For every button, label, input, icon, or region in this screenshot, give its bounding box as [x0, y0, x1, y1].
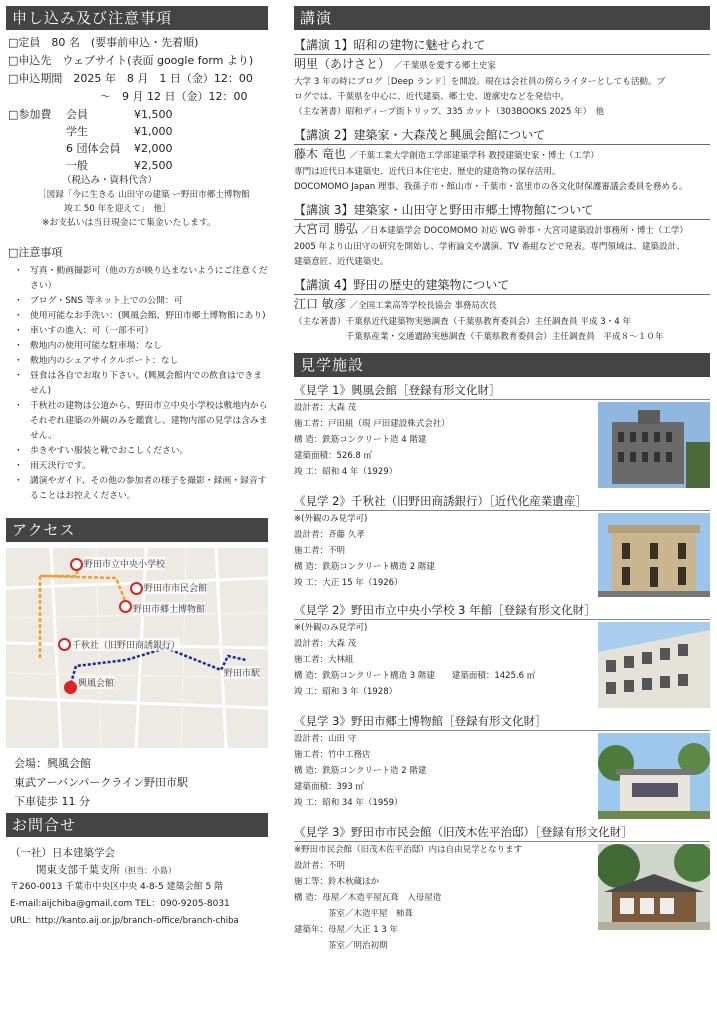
site-title: 《見学 2》千秋社（旧野田商誘銀行）［近代化産業遺産］: [294, 492, 710, 511]
kofu-marker-icon: [64, 681, 77, 694]
contact-heading: お問合せ: [6, 813, 268, 837]
site-senshusha: ※(外観のみ見学可) 設計者：斉藤 久孝 施工者：不明 構 造：鉄筋コンクリート構造 2 階建 竣 工：大正 15 年（1926）: [294, 511, 710, 597]
lecture-title: 【講演 2】建築家・大森茂と興風会館について: [294, 126, 710, 145]
lecture-title: 【講演 1】昭和の建物に魅せられて: [294, 36, 710, 55]
book-line-2: 竣工 50 年を迎えて」 他］: [64, 204, 171, 214]
right-column: [294, 6, 710, 954]
payment-note: ※お支払いは当日現金にて集金いたします。: [42, 218, 216, 228]
capacity: □定員 80 名 (要事前申込・先着順): [8, 36, 199, 49]
museum-photo: [598, 733, 710, 819]
branch: 関東支部千葉支所（担当：小島）: [36, 864, 176, 876]
contact-url[interactable]: URL：http://kanto.aij.or.jp/branch-office/branch-chiba: [10, 916, 239, 926]
fee-row: 一般 ¥2,500: [66, 159, 173, 172]
list-item: ・ 写真・動画撮影可（他の方が映り込まないようにご注意ください）: [14, 266, 268, 291]
civic-hall-photo: [598, 844, 710, 930]
lecture-2: [294, 126, 710, 195]
sites-heading: 見学施設: [294, 353, 710, 377]
walk-time: 下車徒歩 11 分: [14, 795, 90, 808]
lecture-title: 【講演 3】建築家・山田守と野田市郷土博物館について: [294, 201, 710, 220]
site-museum: 設計者：山田 守 施工者：竹中工務店 構 造：鉄筋コンクリート造 2 階建 建築面積：393 ㎡ 竣 工：昭和 34 年（1959）: [294, 731, 710, 819]
fee-row: 学生 ¥1,000: [66, 125, 173, 138]
list-item: ・ 雨天決行です。: [14, 461, 91, 471]
lecture-text: 大学 3 年の時にブログ［Deep ランド］を開設。現在は会社員の傍らライターとしても活動。ブ: [294, 77, 666, 87]
fee-row: 6 団体会員 ¥2,000: [66, 142, 173, 155]
list-item: ・ ブログ・SNS 等ネット上での公開：可: [14, 296, 183, 306]
list-item: ・ 敷地内のシェアサイクルポート：なし: [14, 356, 179, 366]
site-central-school: ※(外観のみ見学可) 設計者：大森 茂 施工者：大林組 構 造：鉄筋コンクリート構造 3 階建 建築面積：1425.6 ㎡ 竣 工：昭和 3 年（1928）: [294, 620, 710, 708]
senshusha-marker-icon: [58, 638, 71, 651]
site-title: 《見学 2》野田市立中央小学校 3 年館［登録有形文化財］: [294, 601, 710, 620]
museum-marker-icon: [119, 600, 132, 613]
map-label-school: 野田市立中央小学校: [84, 557, 165, 570]
lecture-speaker: 江口 敏彦 ／全国工業高等学校長協会 事務局次長: [294, 297, 497, 311]
lecture-speaker: 明里（あけさと） ／千葉県を愛する郷土史家: [294, 57, 496, 71]
email-phone[interactable]: E-mail:aijchiba@gmail.com TEL：090-9205-8031: [10, 899, 230, 909]
lecture-text: 建築意匠、近代建築史。: [294, 257, 389, 267]
site-kofu-kaikan: 設計者：大森 茂 施工者：戸田組（現 戸田建設株式会社） 構 造：鉄筋コンクリート造 4 階建 建築面積：526.8 ㎡ 竣 工：昭和 4 年（1929）: [294, 400, 710, 488]
left-column: [6, 6, 268, 930]
lecture-3: [294, 201, 710, 270]
site-title: 《見学 3》野田市市民会館（旧茂木佐平治邸）［登録有形文化財］: [294, 823, 710, 842]
lecture-title: 【講演 4】野田の歴史的建築物について: [294, 276, 710, 295]
fee-label: □参加費: [8, 108, 52, 121]
central-school-photo: [598, 622, 710, 708]
tax-note: （税込み・資料代含）: [62, 175, 158, 186]
lecture-text: 2005 年より山田守の研究を開始し、学術論文や講演、TV 番組などで発表。専門領域は、建築設計、: [294, 242, 685, 252]
list-item: ・ 車いすの進入：可（一部不可）: [14, 326, 154, 336]
map-label-station: 野田市駅: [224, 666, 260, 679]
site-civic-hall: ※野田市民会館（旧茂木佐平治邸）内は自由見学となります 設計者：不明 施工等：鈴木秋蔵ほか 構 造：母屋／木造平屋瓦葺 入母屋造 茶室／木造平屋 柿葺 建築年：母屋／大正 1 3 年 茶室／明治初期: [294, 842, 710, 954]
train-line: 東武アーバンパークライン野田市駅: [14, 776, 189, 789]
fee-row: 会員 ¥1,500: [66, 108, 173, 121]
lecture-4: [294, 276, 710, 345]
list-item: ・ 昼食は各自でお取り下さい。(興風会館内での飲食はできません): [14, 371, 263, 396]
apply-to: □申込先 ウェブサイト(表面 google form より): [8, 54, 254, 67]
list-item: ・ 使用可能なお手洗い：(興風会館、野田市郷土博物館にあり): [14, 311, 266, 321]
venue: 会場：興風会館: [14, 757, 91, 770]
lecture-text: DOCOMOMO Japan 理事、我孫子市・館山市・千葉市・富里市の各文化財保護審議会委員を務める。: [294, 182, 688, 192]
list-item: ・ 敷地内の使用可能な駐車場：なし: [14, 341, 162, 351]
list-item: ・ 講演やガイド、その他の参加者の様子を撮影・録画・録音することはお控えください。: [14, 476, 267, 501]
lecture-speaker: 大宮司 勝弘 ／日本建築学会 DOCOMOMO 対応 WG 幹事・大宮司建築設計事務所・博士（工学）: [294, 222, 688, 236]
list-item: ・ 千秋社の建物は公道から、野田市立中央小学校は敷地内からそれぞれ建築の外観のみを鑑賞し、建物内部の見学は含みません。: [14, 401, 268, 441]
lecture-1: [294, 36, 710, 120]
apply-period-start: □申込期間 2025 年 8 月 1 日（金）12：00: [8, 72, 253, 85]
organization: （一社）日本建築学会: [10, 847, 115, 859]
site-title: 《見学 3》野田市郷土博物館［登録有形文化財］: [294, 712, 710, 731]
lecture-text: （主な著書）昭和ディープ街トリップ、335 カット（303BOOKS 2025 年） 他: [294, 107, 605, 117]
lecture-text: （主な著書）千葉県近代建築物実態調査（千葉県教育委員会）主任調査員 平成 3・4 年: [294, 317, 632, 327]
book-line-1: ［図録「今に生きる 山田守の建築 ー野田市郷土博物館: [38, 190, 250, 200]
lecture-text: 千葉県産業・交通遺跡実態調査（千葉県教育委員会）主任調査員 平成８～１０年: [294, 332, 664, 342]
map-label-senshusha: 千秋社（旧野田商誘銀行）: [72, 638, 180, 651]
map-label-kofu: 興風会館: [78, 676, 114, 689]
lecture-text: 専門は近代日本建築史、近代日本住宅史、歴史的建造物の保存活用。: [294, 167, 561, 177]
notes-heading: □注意事項: [8, 246, 63, 259]
apply-period-end: ～ 9 月 12 日（金）12：00: [100, 90, 248, 103]
civic-hall-marker-icon: [130, 582, 143, 595]
lecture-text: ログでは、千葉県を中心に、近代建築、郷土史、遊廓史などを発信中。: [294, 92, 570, 102]
access-map: [6, 548, 268, 748]
access-heading: アクセス: [6, 518, 268, 542]
kofu-kaikan-photo: [598, 402, 710, 488]
application-heading: 申し込み及び注意事項: [6, 6, 268, 30]
lecture-speaker: 藤木 竜也 ／千葉工業大学創造工学部建築学科 教授建築史家・博士（工学）: [294, 147, 599, 161]
notes-list: [8, 264, 268, 504]
map-label-civic: 野田市市民会館: [144, 581, 207, 594]
fee-table: [66, 106, 173, 174]
senshusha-photo: [598, 513, 710, 597]
school-marker-icon: [70, 558, 83, 571]
map-label-museum: 野田市郷土博物館: [133, 602, 205, 615]
site-title: 《見学 1》興風会館［登録有形文化財］: [294, 381, 710, 400]
address: 〒260-0013 千葉市中央区中央 4-8-5 建築会館 5 階: [10, 882, 224, 892]
list-item: ・ 歩きやすい服装と靴でおこしください。: [14, 446, 189, 456]
lectures-heading: 講演: [294, 6, 710, 30]
